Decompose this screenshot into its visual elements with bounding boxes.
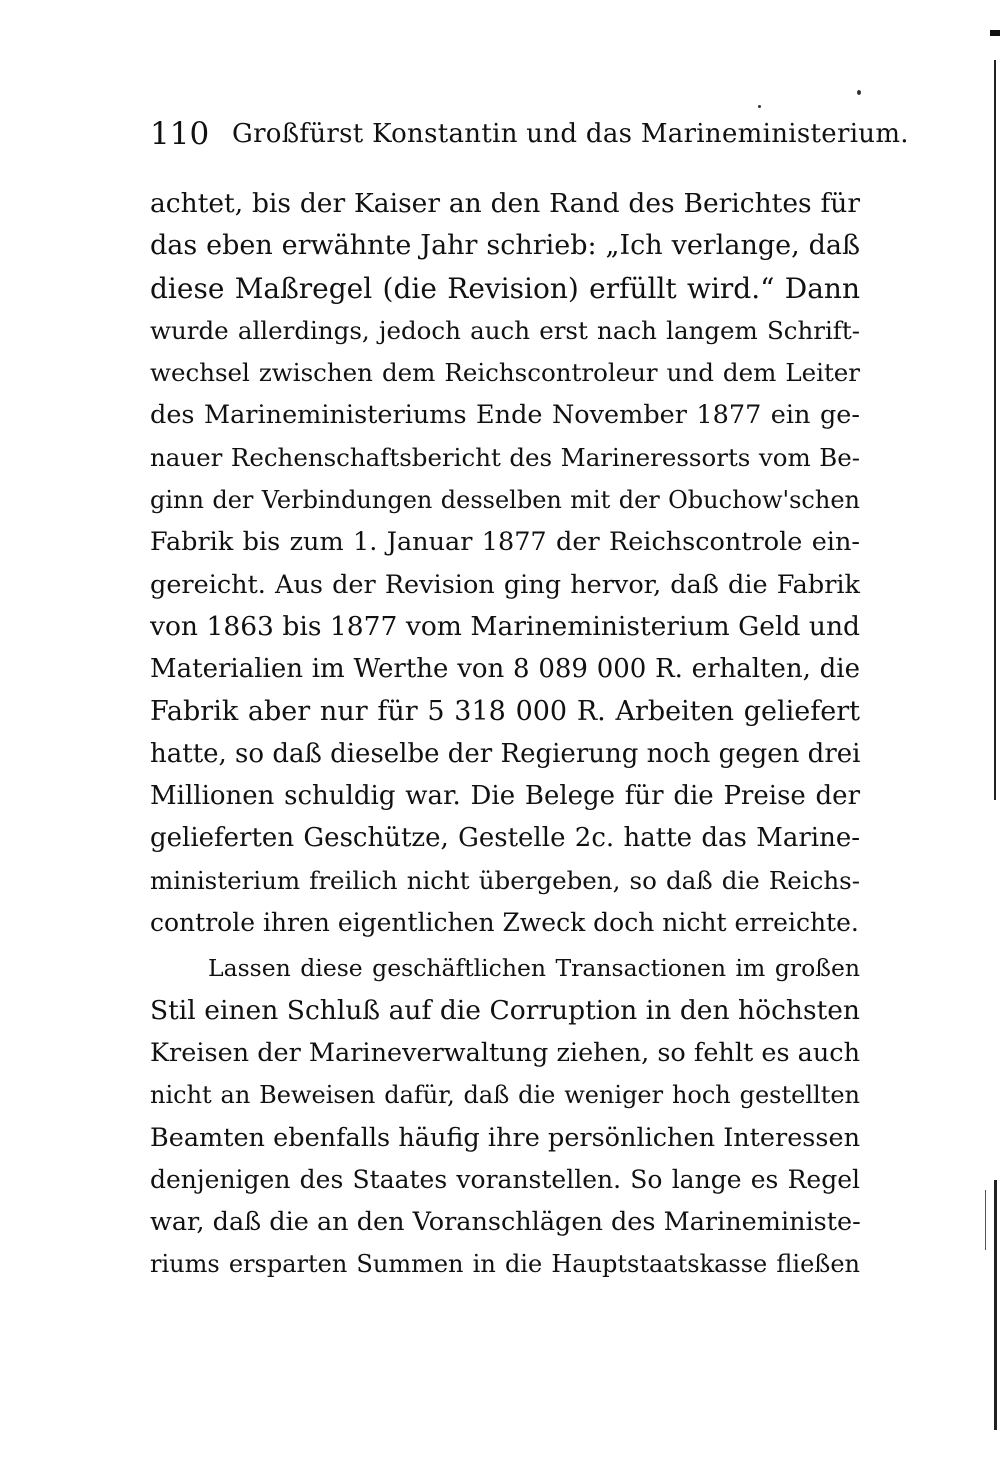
text-line: war, daß die an den Voranschlägen des Marineministe- [150,1207,861,1238]
text-line: diese Maßregel (die Revision) erfüllt wird.“ Dann [150,271,860,305]
running-head: Großfürst Konstantin und das Marineministerium. [232,119,909,149]
scan-speck [758,105,761,108]
page-edge-shadow [985,1190,986,1250]
scan-speck [857,90,861,95]
text-line: Beamten ebenfalls häufig ihre persönlichen Interessen [150,1122,860,1153]
page-number: 110 [150,116,210,152]
page-header [150,112,909,156]
text-line: Millionen schuldig war. Die Belege für die Preise der [150,781,860,812]
body-text [150,183,860,1286]
text-line: nicht an Beweisen dafür, daß die weniger hoch gestellten [150,1081,860,1110]
text-line: Fabrik aber nur für 5 318 000 R. Arbeiten geliefert [150,695,860,727]
text-line: von 1863 bis 1877 vom Marineministerium Geld und [150,610,860,642]
scan-mark [990,30,1000,36]
text-line: denjenigen des Staates voranstellen. So lange es Regel [150,1164,860,1194]
text-line: wechsel zwischen dem Reichscontroleur und dem Leiter [150,358,860,388]
text-line: Kreisen der Marineverwaltung ziehen, so fehlt es auch [150,1037,860,1068]
paragraph-2 [150,947,860,1285]
text-line: achtet, bis der Kaiser an den Rand des Berichtes für [150,188,860,219]
text-line: ministerium freilich nicht übergeben, so daß die Reichs- [150,865,860,895]
paragraph-1 [150,183,860,944]
text-line: wurde allerdings, jedoch auch erst nach langem Schrift- [150,315,860,345]
text-line: ginn der Verbindungen desselben mit der Obuchow'schen [150,486,860,515]
text-line: controle ihren eigentlichen Zweck doch nicht erreichte. [150,908,859,938]
text-line: Lassen diese geschäftlichen Transactionen im großen [208,954,860,983]
text-line: riums ersparten Summen in die Hauptstaatskasse fließen [150,1250,860,1279]
text-line: das eben erwähnte Jahr schrieb: „Ich verlange, daß [150,230,860,262]
text-line: Materialien im Werthe von 8 089 000 R. erhalten, die [150,654,860,685]
text-line: gereicht. Aus der Revision ging hervor, daß die Fabrik [150,569,860,600]
text-line: gelieferten Geschütze, Gestelle 2c. hatte das Marine- [150,823,860,854]
page-edge-shadow [994,1180,997,1430]
text-line: des Marineministeriums Ende November 1877 ein ge- [150,400,860,431]
text-line: Fabrik bis zum 1. Januar 1877 der Reichscontrole ein- [150,527,860,558]
text-line: Stil einen Schluß auf die Corruption in den höchsten [150,994,860,1026]
text-line: nauer Rechenschaftsbericht des Marineressorts vom Be- [150,442,860,472]
page-edge-shadow [994,60,996,800]
text-line: hatte, so daß dieselbe der Regierung noch gegen drei [150,738,861,769]
